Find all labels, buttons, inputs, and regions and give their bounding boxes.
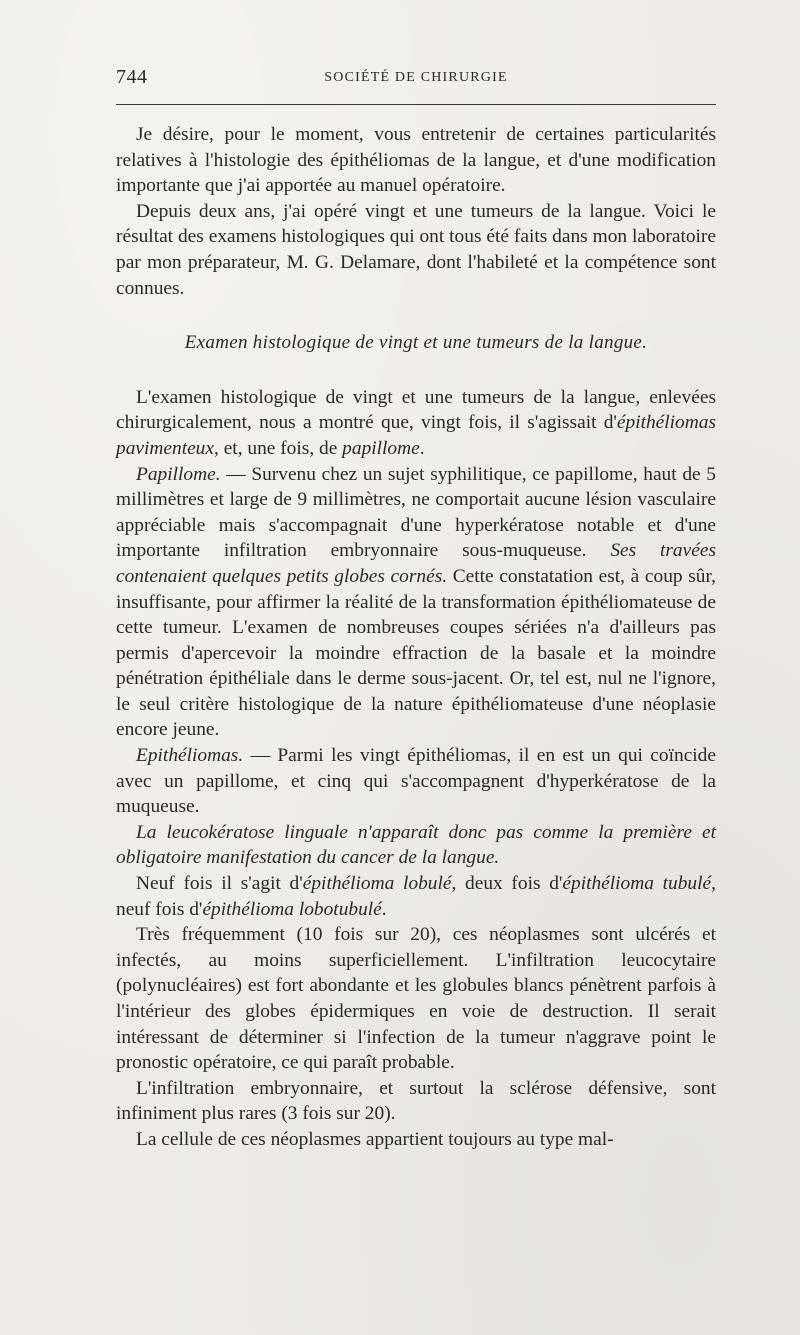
italic-term: épithélioma lobotubulé — [202, 898, 382, 920]
paragraph-epitheliomas — [116, 743, 716, 820]
text-span: , et, une fois, de — [214, 437, 343, 459]
text-span: Neuf fois il s'agit d' — [136, 873, 303, 895]
italic-sentence: La leucokératose linguale n'apparaît donc pas comme la première et obligatoire manifestation du cancer de la langue. — [116, 821, 716, 869]
italic-term: papillome — [342, 437, 420, 459]
text-span: , neuf fois d' — [116, 873, 716, 920]
text-span: . — [381, 898, 387, 920]
paragraph-intro: Je désire, pour le moment, vous entretenir de certaines particularités relatives à l'histologie des épithéliomas de la langue, et d'une modification importante que j'ai apportée au manuel opératoire. — [116, 124, 716, 197]
page-header — [116, 66, 716, 94]
text-span: , deux fois d' — [451, 873, 563, 895]
italic-term: Papillome. — [136, 463, 221, 485]
paragraph-ulceration: Très fréquemment (10 fois sur 20), ces néoplasmes sont ulcérés et infectés, au moins superficiellement. L'infiltration leucocytaire (polynucléaires) est fort abondante et les globules blancs pénètrent parfois à l'intérieur des globes épidermiques en voie de destruction. Il serait intéressant de déterminer si l'infection de la tumeur n'aggrave point le pronostic opératoire, ce qui paraît probable. — [116, 924, 716, 1074]
section-heading: Examen histologique de vingt et une tumeurs de la langue. — [184, 332, 648, 354]
header-rule — [116, 104, 716, 105]
text-span: . — [419, 437, 425, 459]
paragraph-histology-results — [116, 385, 716, 462]
article-body — [116, 122, 716, 1153]
page-number: 744 — [116, 66, 148, 88]
running-title: SOCIÉTÉ DE CHIRURGIE — [324, 70, 508, 85]
italic-sentence: Ses travées contenaient quelques petits globes cornés. — [116, 540, 716, 587]
text-span: L'examen histologique de vingt et une tumeurs de la langue, enlevées chirurgicalement, nous a montré que, vingt fois, il s'agissait d' — [116, 386, 716, 434]
text-span: — Survenu chez un sujet syphilitique, ce papillome, haut de 5 millimètres et large de 9 millimètres, ne comportait aucune lésion vasculaire appréciable mais s'accompagnait d'une hyperkératose notable et d'une importante infiltration embryonnaire sous-muqueuse. — [116, 463, 716, 562]
paragraph-infiltration: L'infiltration embryonnaire, et surtout la sclérose défensive, sont infiniment plus rares (3 fois sur 20). — [116, 1077, 716, 1125]
italic-term: Epithéliomas. — [136, 745, 244, 767]
paragraph-types — [116, 871, 716, 922]
paragraph-papillome — [116, 462, 716, 744]
italic-term: épithéliomas pavimenteux — [116, 412, 716, 459]
text-span: Cette constatation est, à coup sûr, insuffisante, pour affirmer la réalité de la transformation épithéliomateuse de cette tumeur. L'examen de nombreuses coupes sériées n'a d'ailleurs pas permis d'apercevoir la moindre effraction de la basale et la moindre pénétration épithéliale dans le derme sous-jacent. Or, tel est, nul ne l'ignore, le seul critère histologique de la nature épithéliomateuse d'une néoplasie encore jeune. — [116, 565, 716, 741]
text-span: — Parmi les vingt épithéliomas, il en est un qui coïncide avec un papillome, et cinq qui s'accompagnent d'hyperkératose de la muqueuse. — [116, 745, 716, 818]
paragraph-tumors-operated: Depuis deux ans, j'ai opéré vingt et une tumeurs de la langue. Voici le résultat des examens histologiques qui ont tous été faits dans mon laboratoire par mon préparateur, M. G. Delamare, dont l'habileté et la compétence sont connues. — [116, 200, 716, 299]
paragraph-leucokeratose — [116, 820, 716, 871]
italic-term: épithélioma lobulé — [302, 873, 452, 895]
paragraph-cell-type: La cellule de ces néoplasmes appartient toujours au type mal- — [136, 1128, 614, 1150]
italic-term: épithélioma tubulé — [562, 873, 712, 895]
